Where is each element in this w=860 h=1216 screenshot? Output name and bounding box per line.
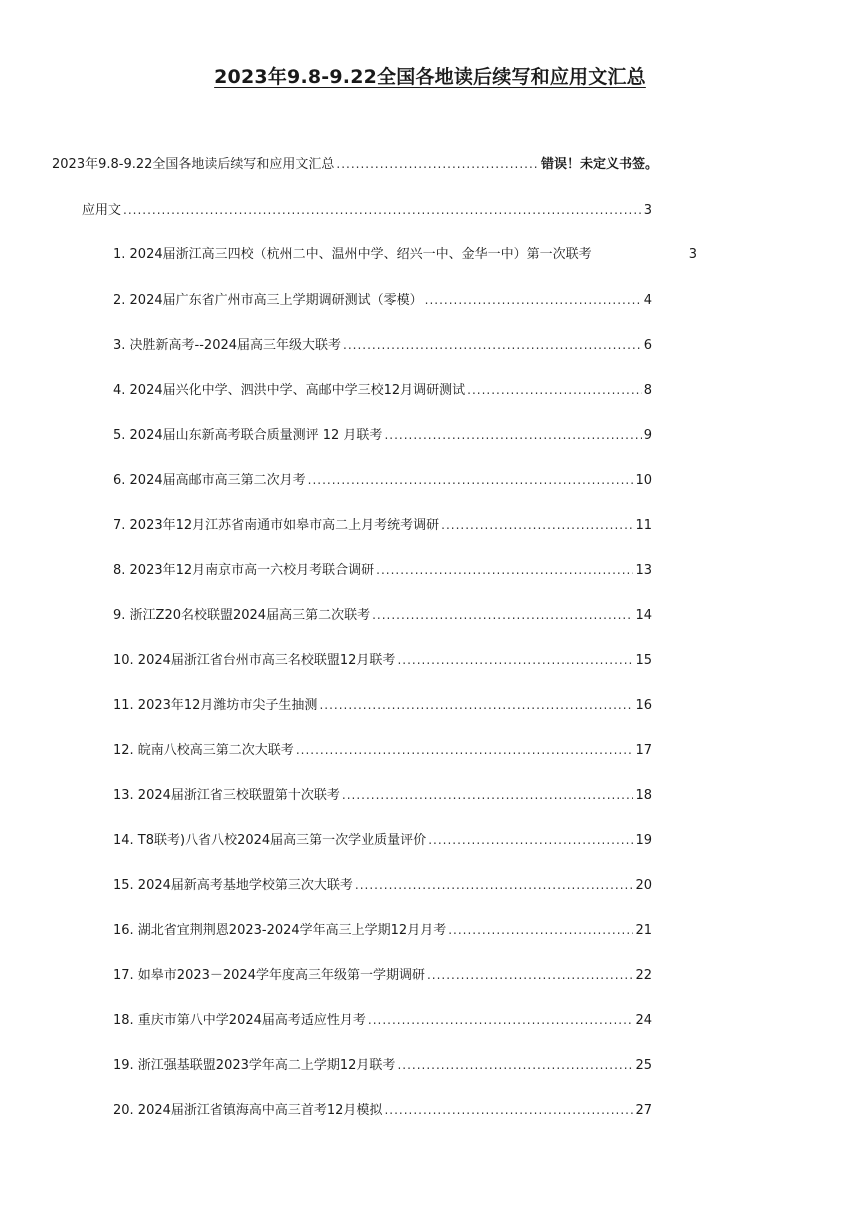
toc-dot-leader [343, 336, 642, 354]
toc-entry[interactable] [113, 471, 652, 490]
toc-entry-text: 15. 2024届新高考基地学校第三次大联考 [113, 878, 353, 893]
toc-entry-page: 22 [635, 968, 652, 983]
toc-entry-text: 4. 2024届兴化中学、泗洪中学、高邮中学三校12月调研测试 [113, 383, 466, 398]
toc-entry-page: 19 [635, 833, 652, 848]
toc-dot-leader [308, 471, 634, 489]
toc-entry-text: 12. 皖南八校高三第二次大联考 [113, 743, 294, 758]
toc-entry-page: 3 [688, 247, 697, 262]
toc-entry-page: 14 [635, 608, 652, 623]
toc-entry-level1[interactable] [52, 155, 658, 174]
toc-entry[interactable] [113, 426, 652, 445]
toc-entry[interactable] [113, 606, 652, 625]
toc-entry-text: 18. 重庆市第八中学2024届高考适应性月考 [113, 1013, 366, 1028]
toc-entry-page: 18 [635, 788, 652, 803]
toc-entry-page: 11 [635, 518, 652, 533]
toc-entry-page: 24 [635, 1013, 652, 1028]
toc-entry-text: 10. 2024届浙江省台州市高三名校联盟12月联考 [113, 653, 396, 668]
toc-entry[interactable] [113, 696, 652, 715]
toc-entry-text: 1. 2024届浙江高三四校（杭州二中、温州中学、绍兴一中、金华一中）第一次联考 [113, 247, 592, 262]
toc-entry-text: 11. 2023年12月潍坊市尖子生抽测 [113, 698, 318, 713]
toc-entry[interactable] [113, 876, 652, 895]
toc-entry-text: 7. 2023年12月江苏省南通市如皋市高二上月考统考调研 [113, 518, 440, 533]
toc-entry-page: 8 [643, 383, 652, 398]
toc-entry-page: 15 [635, 653, 652, 668]
toc-entry-text: 14. T8联考)八省八校2024届高三第一次学业质量评价 [113, 833, 427, 848]
toc-entry-page: 25 [635, 1058, 652, 1073]
toc-entry-page: 17 [635, 743, 652, 758]
toc-entry-text: 16. 湖北省宜荆荆恩2023-2024学年高三上学期12月月考 [113, 923, 447, 938]
toc-entry-page: 4 [643, 293, 652, 308]
toc-entry-text: 5. 2024届山东新高考联合质量测评 12 月联考 [113, 428, 383, 443]
toc-dot-leader [355, 876, 634, 894]
toc-entry-page: 3 [643, 203, 652, 218]
toc-entry-text: 20. 2024届浙江省镇海高中高三首考12月模拟 [113, 1103, 383, 1118]
toc-entry[interactable] [113, 291, 652, 310]
toc-entry[interactable] [113, 1056, 652, 1075]
toc-dot-leader [372, 606, 633, 624]
toc-entry-page: 21 [635, 923, 652, 938]
toc-dot-leader [427, 966, 633, 984]
toc-entry[interactable] [113, 786, 652, 805]
toc-entry[interactable] [113, 651, 652, 670]
toc-dot-leader [384, 426, 641, 444]
toc-entry-text: 3. 决胜新高考--2024届高三年级大联考 [113, 338, 342, 353]
toc-dot-leader [397, 651, 633, 669]
toc-entry-page: 16 [635, 698, 652, 713]
toc-dot-leader [448, 921, 633, 939]
toc-dot-leader [384, 1101, 633, 1119]
toc-entry[interactable] [113, 561, 652, 580]
toc-entry-page: 9 [643, 428, 652, 443]
toc-entry[interactable] [113, 966, 652, 985]
toc-entry-text: 应用文 [82, 203, 122, 218]
toc-entry-page: 10 [635, 473, 652, 488]
document-title: 2023年9.8-9.22全国各地读后续写和应用文汇总 [214, 66, 646, 88]
toc-entry[interactable] [113, 831, 652, 850]
toc-dot-leader [467, 381, 642, 399]
toc-dot-leader [425, 291, 642, 309]
toc-entry[interactable] [113, 1011, 652, 1030]
toc-entry[interactable] [113, 246, 697, 264]
toc-entry-page: 13 [635, 563, 652, 578]
toc-entry-text: 13. 2024届浙江省三校联盟第十次联考 [113, 788, 340, 803]
toc-entry[interactable] [113, 1101, 652, 1120]
toc-entry-page: 错误！未定义书签。 [540, 157, 658, 172]
toc-entry-text: 19. 浙江强基联盟2023学年高二上学期12月联考 [113, 1058, 396, 1073]
toc-entry[interactable] [113, 516, 652, 535]
toc-dot-leader [368, 1011, 634, 1029]
toc-dot-leader [428, 831, 633, 849]
toc-entry[interactable] [113, 336, 652, 355]
toc-dot-leader [376, 561, 633, 579]
toc-dot-leader [397, 1056, 633, 1074]
toc-entry[interactable] [113, 381, 652, 400]
toc-entry-text: 17. 如皋市2023－2024学年度高三年级第一学期调研 [113, 968, 425, 983]
toc-dot-leader [319, 696, 633, 714]
toc-entry-text: 6. 2024届高邮市高三第二次月考 [113, 473, 306, 488]
toc-dot-leader [336, 155, 539, 173]
toc-entry[interactable] [113, 741, 652, 760]
toc-entry-level2[interactable] [82, 201, 652, 220]
toc-dot-leader [296, 741, 634, 759]
toc-entry-text: 8. 2023年12月南京市高一六校月考联合调研 [113, 563, 375, 578]
toc-entry-text: 2. 2024届广东省广州市高三上学期调研测试（零模） [113, 293, 423, 308]
toc-dot-leader [342, 786, 634, 804]
toc-entry[interactable] [113, 921, 652, 940]
toc-entry-page: 6 [643, 338, 652, 353]
toc-entry-text: 9. 浙江Z20名校联盟2024届高三第二次联考 [113, 608, 371, 623]
toc-entry-text: 2023年9.8-9.22全国各地读后续写和应用文汇总 [52, 157, 335, 172]
toc-entry-page: 20 [635, 878, 652, 893]
toc-dot-leader [441, 516, 633, 534]
toc-entry-page: 27 [635, 1103, 652, 1118]
toc-dot-leader [123, 201, 642, 219]
